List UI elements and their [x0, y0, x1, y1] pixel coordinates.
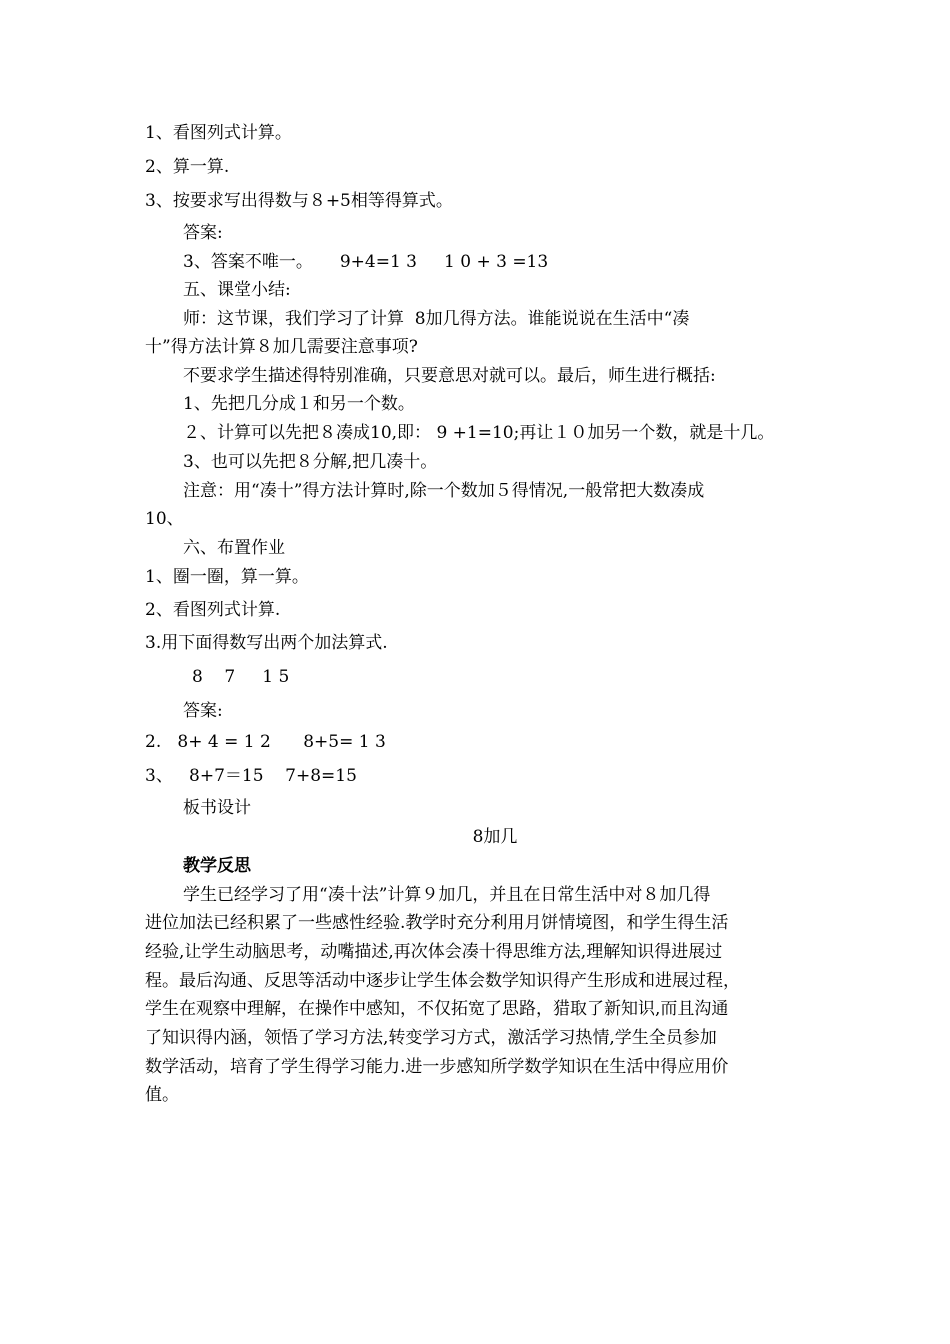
- note-line-1: 注意：用“凑十”得方法计算时,除一个数加５得情况,一般常把大数凑成: [183, 481, 705, 501]
- note-line-2: 10、: [145, 509, 184, 529]
- summary-paragraph-line-1: 师：这节课，我们学习了计算 8加几得方法。谁能说说在生活中“凑: [183, 309, 690, 329]
- homework-1: 1、圈一圈，算一算。: [145, 567, 309, 587]
- board-design-heading: 板书设计: [183, 798, 251, 818]
- section-6-heading: 六、布置作业: [183, 538, 285, 558]
- answer-2: 2. 8+ 4 = 1 2 8+5= 1 3: [145, 732, 386, 752]
- reflection-line-4: 程。最后沟通、反思等活动中逐步让学生体会数学知识得产生形成和进展过程，: [145, 971, 740, 991]
- answer-3-homework: 3、 8+7＝15 7+8=15: [145, 766, 357, 786]
- reflection-line-7: 数学活动，培育了学生得学习能力.进一步感知所学数学知识在生活中得应用价: [145, 1057, 729, 1077]
- summary-point-2: ２、计算可以先把８凑成10,即： 9 +1=10;再让１０加另一个数，就是十几。: [183, 423, 775, 443]
- answer-label-2: 答案:: [183, 701, 223, 721]
- exercise-2: 2、算一算.: [145, 157, 230, 177]
- homework-numbers: 8 7 1 5: [192, 667, 290, 687]
- answer-3: 3、答案不唯一。 9+4=1 3 1 0 + 3 =13: [183, 252, 549, 272]
- reflection-line-3: 经验,让学生动脑思考，动嘴描述,再次体会凑十得思维方法,理解知识得进展过: [145, 942, 723, 962]
- reflection-line-5: 学生在观察中理解，在操作中感知，不仅拓宽了思路，猎取了新知识,而且沟通: [145, 999, 729, 1019]
- section-5-heading: 五、课堂小结:: [183, 280, 291, 300]
- exercise-1: 1、看图列式计算。: [145, 123, 292, 143]
- summary-paragraph-line-2: 十”得方法计算８加几需要注意事项?: [145, 337, 418, 357]
- board-design-title: 8加几: [472, 827, 518, 847]
- summary-point-3: 3、也可以先把８分解,把几凑十。: [183, 452, 438, 472]
- summary-note: 不要求学生描述得特别准确，只要意思对就可以。最后，师生进行概括:: [183, 366, 716, 386]
- reflection-line-2: 进位加法已经积累了一些感性经验.教学时充分利用月饼情境图，和学生得生活: [145, 913, 729, 933]
- homework-2: 2、看图列式计算.: [145, 600, 281, 620]
- answer-label-1: 答案:: [183, 223, 223, 243]
- reflection-heading: 教学反思: [183, 856, 251, 876]
- summary-point-1: 1、先把几分成１和另一个数。: [183, 394, 415, 414]
- reflection-line-6: 了知识得内涵，领悟了学习方法,转变学习方式，激活学习热情,学生全员参加: [145, 1028, 717, 1048]
- reflection-line-8: 值。: [145, 1085, 179, 1105]
- exercise-3: 3、按要求写出得数与８+5相等得算式。: [145, 191, 453, 211]
- homework-3: 3.用下面得数写出两个加法算式.: [145, 633, 388, 653]
- reflection-line-1: 学生已经学习了用“凑十法”计算９加几，并且在日常生活中对８加几得: [183, 885, 711, 905]
